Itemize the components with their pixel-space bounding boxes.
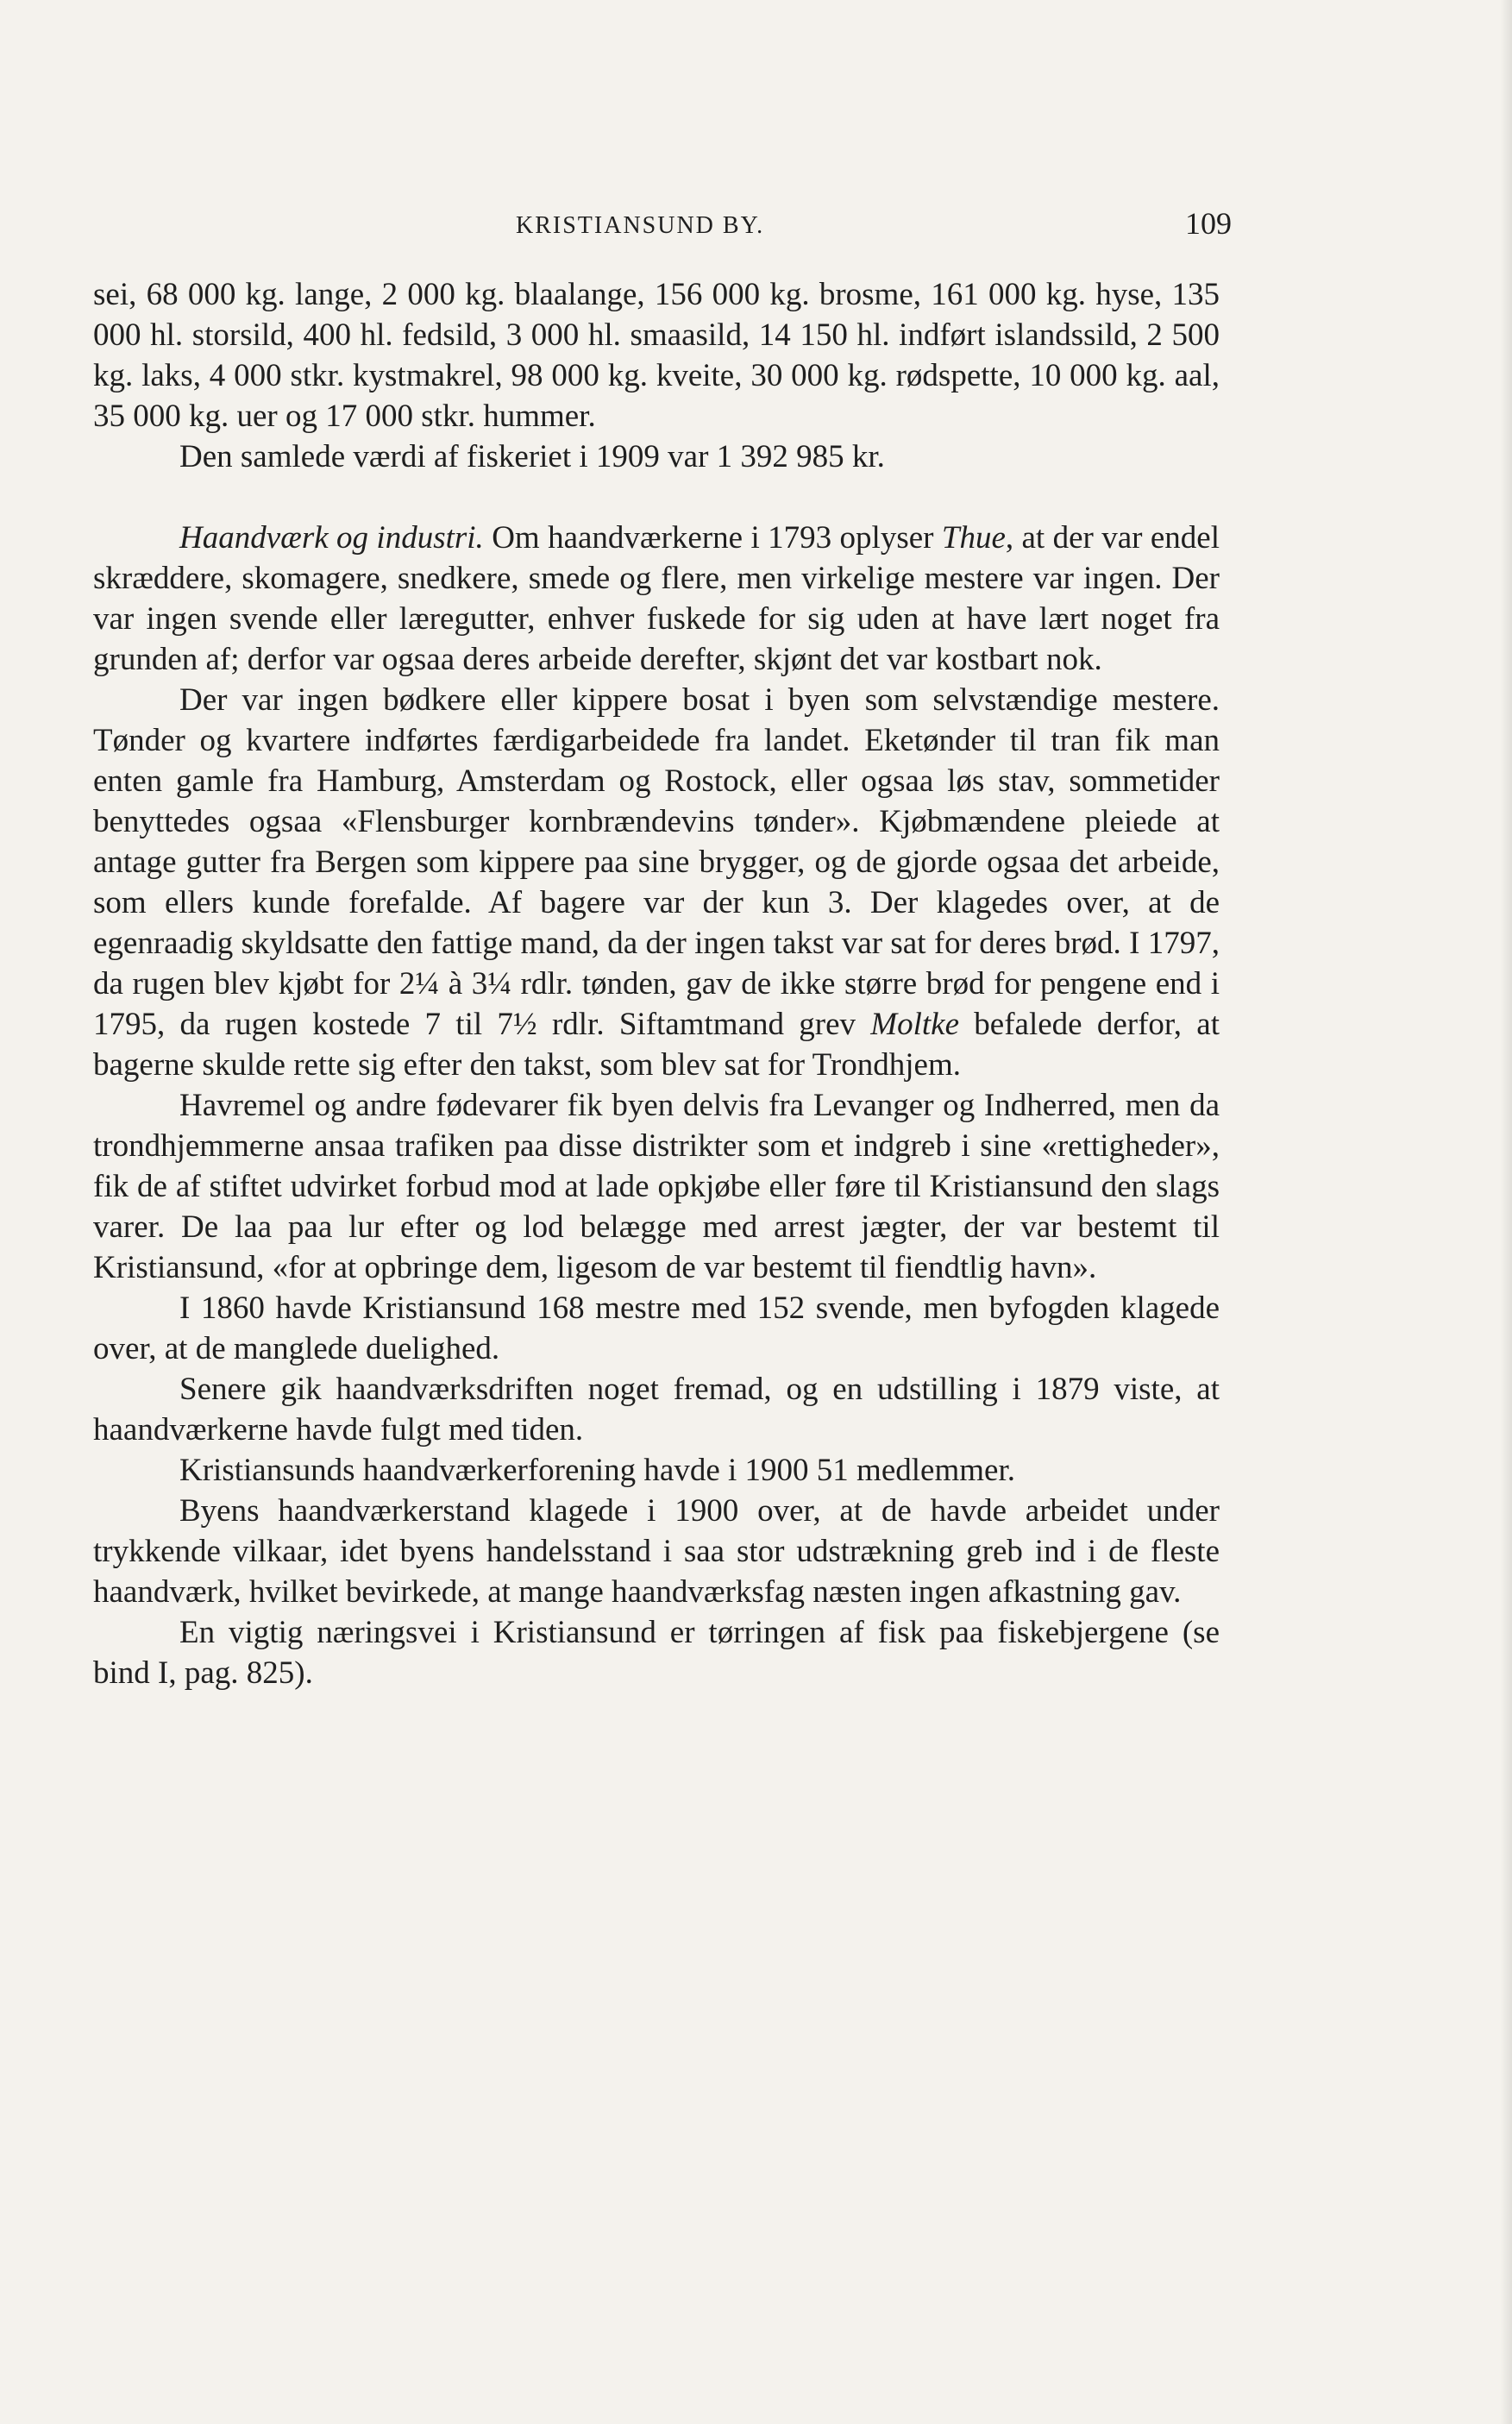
scan-edge-shadow xyxy=(1500,0,1512,2424)
paragraph-fish-drying: En vigtig næringsvei i Kristiansund er tørringen af fisk paa fiskebjergene (se bind I, pag. 825). xyxy=(93,1615,1220,1691)
paragraph-crafts-1793 xyxy=(93,518,1220,680)
person-name-moltke: Moltke xyxy=(870,1007,960,1042)
paragraph-fish-catch: sei, 68 000 kg. lange, 2 000 kg. blaalange, 156 000 kg. brosme, 161 000 kg. hyse, 135 000 hl. storsild, 400 hl. fedsild, 3 000 hl. smaasild, 14 150 hl. indført islandssild, 2 500 kg. laks, 4 000 stkr. kystmakrel, 98 000 kg. kveite, 30 000 kg. rødspette, 10 000 kg. aal, 35 000 kg. uer og 17 000 stkr. hummer. xyxy=(93,277,1220,434)
page-number: 109 xyxy=(1185,206,1232,241)
paragraph-craftsmen-complaint: Byens haandværkerstand klagede i 1900 over, at de havde arbeidet under trykkende vilkaar, idet byens handelsstand i saa stor udstrækning greb ind i de fleste haandværk, hvilket bevirkede, at mange haandværksfag næsten ingen afkastning gav. xyxy=(93,1493,1220,1610)
paragraph-text: Om haandværkerne i 1793 oplyser xyxy=(483,520,942,556)
paragraph-exhibition-1879: Senere gik haandværksdriften noget fremad, og en udstilling i 1879 viste, at haandværkerne havde fulgt med tiden. xyxy=(93,1372,1220,1447)
paragraph-text: befalede derfor, at bagerne skulde rette sig efter den takst, som blev sat for Trondhjem. xyxy=(93,1007,1220,1083)
paragraph-association-1900: Kristiansunds haandværkerforening havde i 1900 51 medlemmer. xyxy=(179,1453,1015,1488)
running-head: KRISTIANSUND BY. xyxy=(516,212,765,239)
section-title: Haandværk og industri. xyxy=(179,520,484,556)
paragraph-coopers-bakers xyxy=(93,680,1220,1085)
paragraph-text: Der var ingen bødkere eller kippere bosat i byen som selvstændige mestere. Tønder og kvartere indførtes færdigarbeidede fra landet. Eketønder til tran fik man enten gamle fra Hamburg, Amsterdam og Rostock, eller ogsaa løs stav, sommetider benyttedes ogsaa «Flensburger kornbrændevins tønder». Kjøbmændene pleiede at antage gutter fra Bergen som kippere paa sine brygger, og de gjorde ogsaa det arbeide, som ellers kunde forefalde. Af bagere var der kun 3. Der klagedes over, at de egenraadig skyldsatte den fattige mand, da der ingen takst var sat for deres brød. I 1797, da rugen blev kjøbt for 2¼ à 3¼ rdlr. tønden, gav de ikke større brød for pengene end i 1795, da rugen kostede 7 til 7½ rdlr. Siftamtmand grev xyxy=(93,682,1220,1042)
paragraph-1860: I 1860 havde Kristiansund 168 mestre med 152 svende, men byfogden klagede over, at de manglede duelighed. xyxy=(93,1290,1220,1366)
paragraph-text: , at der var endel skræddere, skomagere, snedkere, smede og flere, men virkelige mestere var ingen. Der var ingen svende eller læregutter, enhver fuskede for sig uden at have lært noget fra grunden af; derfor var ogsaa deres arbeide derefter, skjønt det var kostbart nok. xyxy=(93,520,1220,677)
section-gap xyxy=(93,477,1220,518)
person-name-thue: Thue xyxy=(941,520,1006,556)
paragraph-provisions: Havremel og andre fødevarer fik byen delvis fra Levanger og Indherred, men da trondhjemmerne ansaa trafiken paa disse distrikter som et indgreb i sine «rettigheder», fik de af stiftet udvirket forbud mod at lade opkjøbe eller føre til Kristiansund den slags varer. De laa paa lur efter og lod belægge med arrest jægter, der var bestemt til Kristiansund, «for at opbringe dem, ligesom de var bestemt til fiendtlig havn». xyxy=(93,1088,1220,1285)
body-text xyxy=(93,274,1220,1693)
page-header xyxy=(93,200,1232,252)
paragraph-fishery-value: Den samlede værdi af fiskeriet i 1909 var 1 392 985 kr. xyxy=(179,439,885,474)
